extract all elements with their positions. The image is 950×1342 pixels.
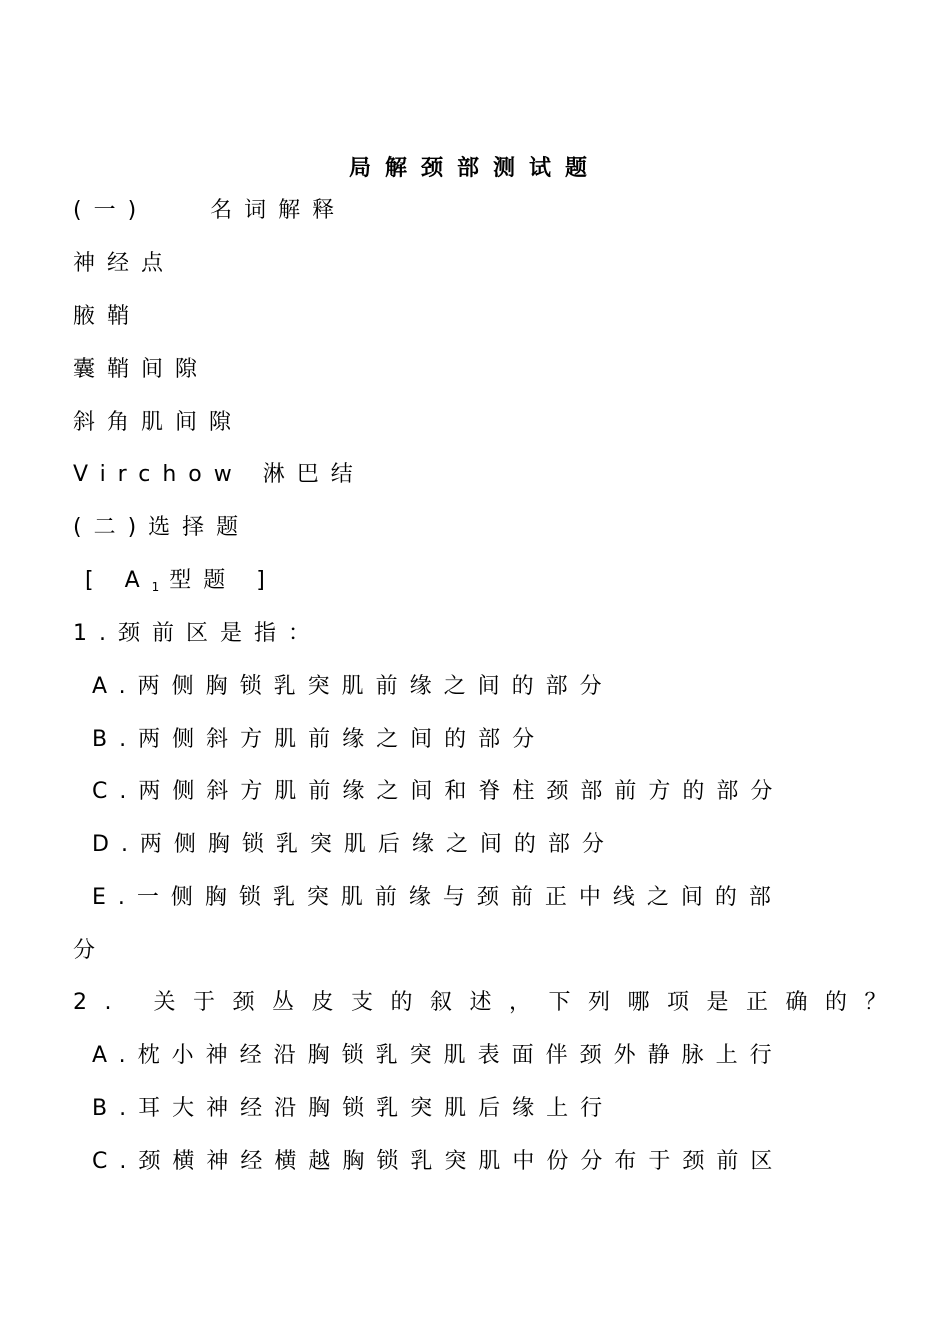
question-type-subscript: 1 xyxy=(151,580,160,594)
question-1-option-e-continued: 分 xyxy=(73,938,108,963)
page-title: 局解颈部测试题 xyxy=(348,156,601,181)
question-1-option-d: D.两侧胸锁乳突肌后缘之间的部分 xyxy=(92,832,616,857)
question-type-suffix: 型题 ] xyxy=(169,568,277,593)
question-1-option-a: A.两侧胸锁乳突肌前缘之间的部分 xyxy=(92,674,614,699)
term-5: Virchow 淋巴结 xyxy=(73,462,365,487)
section-2-heading: (二)选择题 xyxy=(73,515,251,540)
question-1-option-c: C.两侧斜方肌前缘之间和脊柱颈部前方的部分 xyxy=(92,779,785,804)
section-1-title: 名词解释 xyxy=(210,198,347,223)
section-1-prefix: (一) xyxy=(73,198,149,223)
term-1: 神经点 xyxy=(73,251,176,276)
question-1-option-b: B.两侧斜方肌前缘之间的部分 xyxy=(92,727,547,752)
question-2-option-b: B.耳大神经沿胸锁乳突肌后缘上行 xyxy=(92,1096,615,1121)
term-3: 囊鞘间隙 xyxy=(73,357,210,382)
question-2-stem: 2. 关于颈丛皮支的叙述，下列哪项是正确的？ xyxy=(73,990,904,1015)
question-1-option-e: E.一侧胸锁乳突肌前缘与颈前正中线之间的部 xyxy=(92,885,783,910)
question-2-option-c: C.颈横神经横越胸锁乳突肌中份分布于颈前区 xyxy=(92,1149,785,1174)
term-4: 斜角肌间隙 xyxy=(73,410,244,435)
section-1-heading xyxy=(73,196,873,226)
question-type-label xyxy=(85,566,885,602)
question-type-prefix: [ A xyxy=(85,568,152,593)
question-2-option-a: A.枕小神经沿胸锁乳突肌表面伴颈外静脉上行 xyxy=(92,1043,784,1068)
term-2: 腋鞘 xyxy=(73,304,142,329)
question-1-stem: 1.颈前区是指： xyxy=(73,621,322,646)
